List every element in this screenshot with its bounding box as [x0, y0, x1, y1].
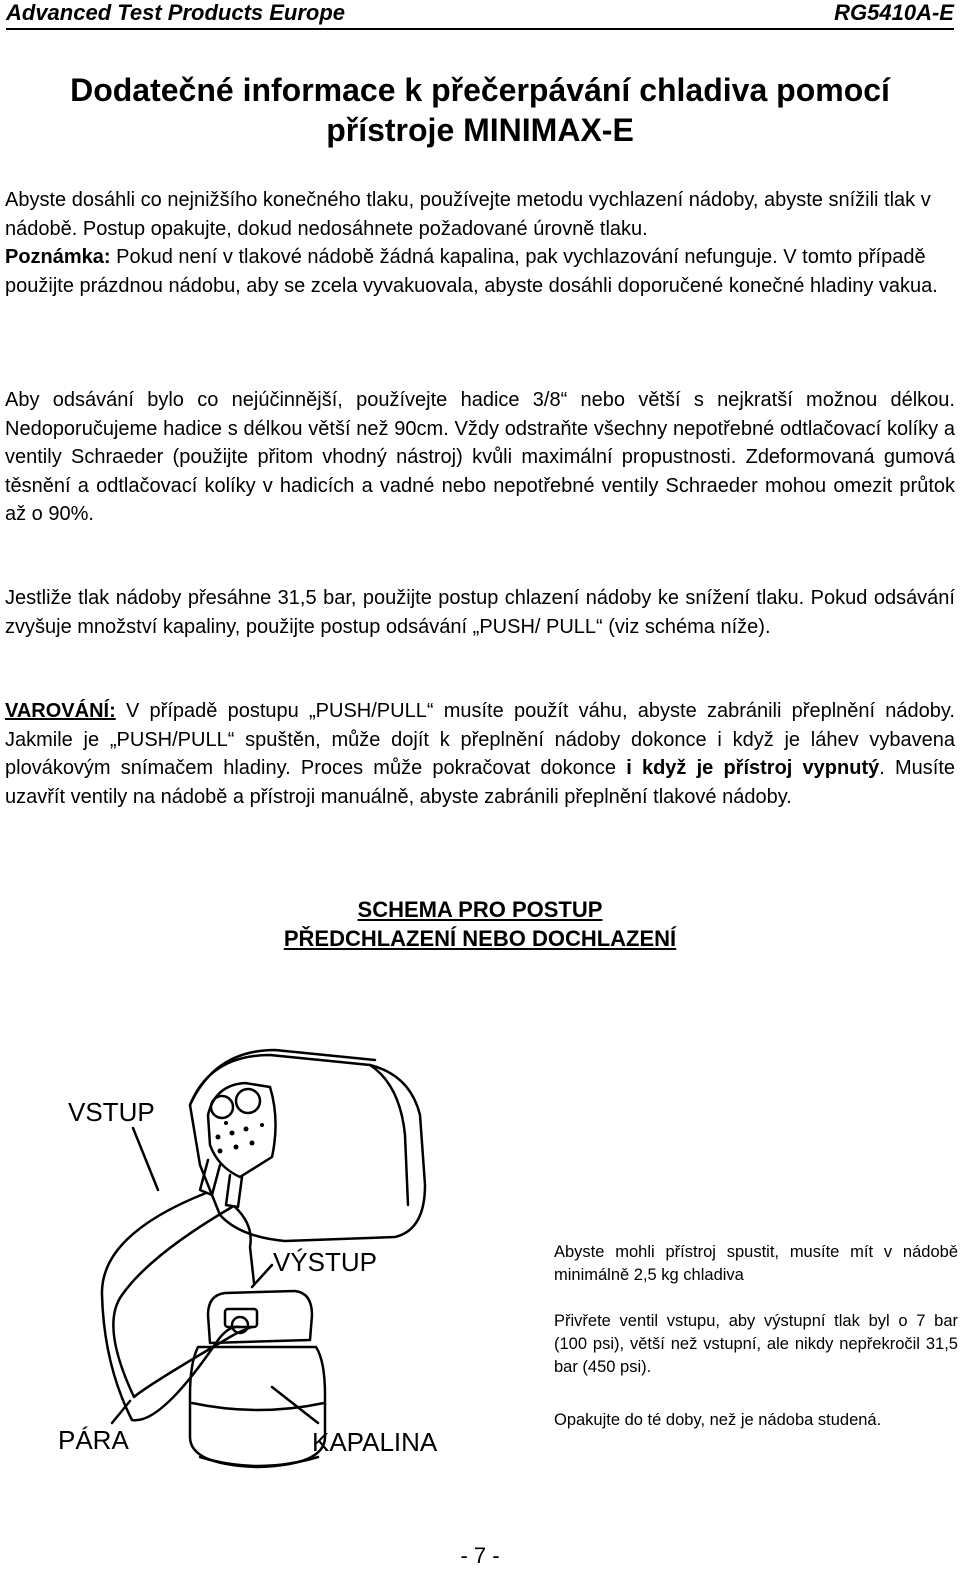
gauge-left	[211, 1096, 233, 1118]
label-inlet: VSTUP	[68, 1097, 155, 1127]
outlet-port	[226, 1175, 242, 1207]
pointer-inlet	[133, 1128, 158, 1190]
hoses-paragraph: Aby odsávání bylo co nejúčinnější, používejte hadice 3/8“ nebo větší s nejkratší možnou délkou. Nedoporučujeme hadice s délkou větší než 90cm. Vždy odstraňte všechny nepotřebné odtlačovací kolíky a ventily Schraeder (použijte přitom vhodný nástroj) kvůli maximální propustnosti. Zdeformovaná gumová těsnění a odtlačovací kolíky v hadicích a vadné nebo nepotřebné ventily Schraeder mohou omezit průtok až o 90%.	[5, 389, 955, 525]
note-outlet-pressure: Přivřete ventil vstupu, aby výstupní tlak byl o 7 bar (100 psi), větší než vstupní, ale nikdy nepřekročil 31,5 bar (450 psi).	[554, 1312, 958, 1376]
unit-side	[370, 1065, 408, 1205]
running-header	[6, 0, 954, 30]
header-company: Advanced Test Products Europe	[6, 0, 346, 25]
warning-paragraph	[5, 697, 955, 811]
cylinder-band	[192, 1403, 324, 1410]
note-repeat-until-cold: Opakujte do té doby, než je nádoba studená.	[554, 1411, 882, 1429]
unit-body	[190, 1055, 425, 1241]
pressure-paragraph: Jestliže tlak nádoby přesáhne 31,5 bar, použijte postup chlazení nádoby ke snížení tlaku. Pokud odsávání zvyšuje množství kapaliny, použijte postup odsávání „PUSH/ PULL“ (viz schéma níže).	[5, 587, 955, 638]
intro-text: Abyste dosáhli co nejnižšího konečného tlaku, používejte metodu vychlazení nádoby, abyste snížili tlak v nádobě. Postup opakujte, dokud nedosáhnete požadované úrovně tlaku.	[5, 189, 931, 240]
title-line-2: přístroje MINIMAX-E	[326, 112, 634, 148]
header-doc-code: RG5410A-E	[834, 0, 954, 25]
label-outlet: VÝSTUP	[273, 1247, 378, 1277]
schema-line-1: SCHEMA PRO POSTUP	[357, 897, 603, 922]
cylinder-foot	[200, 1457, 318, 1466]
page-number: - 7 -	[460, 1543, 500, 1568]
hose-vapor	[102, 1193, 240, 1420]
schema-heading	[0, 895, 960, 953]
warning-text-a: V případě postupu „PUSH/PULL“ musíte použít váhu, abyste zabránili přeplnění nádoby. Jakmile je „PUSH/PULL“ spuštěn, může dojít k přeplnění nádoby dokonce i když je láhev vybavena plovákovým snímačem hladiny. Proces může pokračovat dokonce	[5, 700, 955, 779]
page-title	[0, 70, 960, 150]
diagram-figure	[40, 1025, 540, 1485]
intro-paragraph	[5, 186, 955, 300]
label-liquid: KAPALINA	[312, 1427, 438, 1457]
note-text: Pokud není v tlakové nádobě žádná kapalina, pak vychlazování nefunguje. V tomto případě použijte prázdnou nádobu, aby se zcela vyvakuovala, abyste dosáhli doporučené konečné hladiny vakua.	[5, 246, 938, 297]
warning-text-b: . Musíte uzavřít ventily na nádobě a přístroji manuálně, abyste zabránili přeplnění tlakové nádoby.	[5, 757, 955, 808]
warning-bold-text: i když je přístroj vypnutý	[626, 757, 880, 779]
schema-line-2: PŘEDCHLAZENÍ NEBO DOCHLAZENÍ	[283, 926, 677, 951]
label-vapor: PÁRA	[58, 1425, 129, 1455]
title-line-1: Dodatečné informace k přečerpávání chladiva pomocí	[70, 72, 890, 108]
intro-note	[5, 243, 955, 300]
note-minimum-charge: Abyste mohli přístroj spustit, musíte mít v nádobě minimálně 2,5 kg chladiva	[554, 1243, 958, 1284]
gauge-right	[236, 1089, 260, 1113]
pointer-outlet	[252, 1265, 272, 1287]
warning-label: VAROVÁNÍ:	[5, 700, 116, 722]
hose-liquid	[113, 1207, 252, 1397]
hose-outlet	[235, 1207, 254, 1283]
note-label: Poznámka:	[5, 246, 111, 268]
